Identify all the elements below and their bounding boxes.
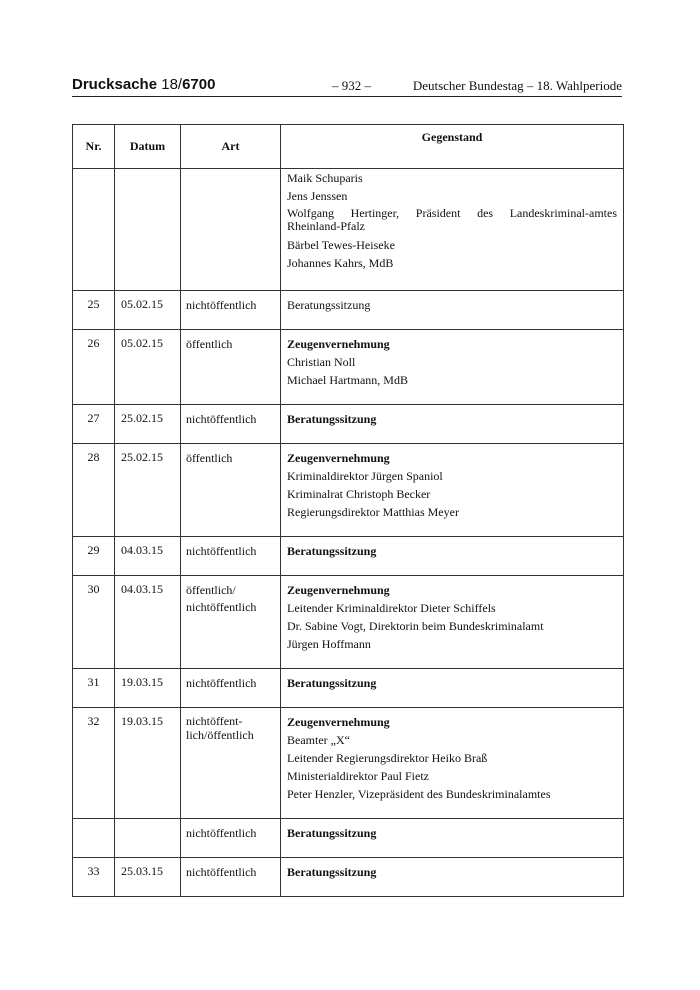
- cell-datum: 25.02.15: [115, 405, 181, 444]
- cell-art: [181, 576, 281, 669]
- document-number-prefix: 18/: [161, 76, 183, 93]
- cell-art: nichtöffentlich: [181, 858, 281, 897]
- cell-datum: [115, 169, 181, 291]
- cell-gegenstand: [281, 444, 624, 537]
- witness-name: Bärbel Tewes-Heiseke: [287, 238, 395, 252]
- session-type: Zeugenvernehmung: [287, 451, 390, 465]
- cell-nr: 33: [73, 858, 115, 897]
- art-line: lich/öffentlich: [186, 728, 254, 742]
- publisher: Deutscher Bundestag – 18. Wahlperiode: [412, 78, 622, 93]
- cell-gegenstand: [281, 576, 624, 669]
- witness-name: Regierungsdirektor Matthias Meyer: [287, 505, 459, 519]
- table-row: [73, 669, 624, 708]
- cell-gegenstand: [281, 169, 624, 291]
- cell-nr: 25: [73, 291, 115, 330]
- cell-gegenstand: [281, 858, 624, 897]
- witness-name: Michael Hartmann, MdB: [287, 373, 408, 387]
- witness-name: Christian Noll: [287, 355, 356, 369]
- witness-name: Jürgen Hoffmann: [287, 637, 371, 651]
- column-header-art: Art: [181, 125, 281, 169]
- cell-datum: [115, 819, 181, 858]
- cell-datum: 05.02.15: [115, 291, 181, 330]
- table-row: [73, 444, 624, 537]
- cell-datum: 04.03.15: [115, 537, 181, 576]
- cell-nr: [73, 169, 115, 291]
- table-row: [73, 330, 624, 405]
- cell-nr: 30: [73, 576, 115, 669]
- cell-nr: 28: [73, 444, 115, 537]
- witness-name: Peter Henzler, Vizepräsident des Bundeskriminalamtes: [287, 787, 551, 801]
- table-row: [73, 537, 624, 576]
- cell-nr: 29: [73, 537, 115, 576]
- session-type: Zeugenvernehmung: [287, 715, 390, 729]
- witness-name: Kriminalrat Christoph Becker: [287, 487, 431, 501]
- cell-art: nichtöffentlich: [181, 819, 281, 858]
- cell-datum: 25.03.15: [115, 858, 181, 897]
- cell-datum: 19.03.15: [115, 708, 181, 819]
- cell-nr: [73, 819, 115, 858]
- cell-nr: 27: [73, 405, 115, 444]
- cell-art: nichtöffentlich: [181, 291, 281, 330]
- sessions-table: [72, 124, 624, 897]
- document-type: Drucksache: [72, 76, 158, 93]
- cell-art: [181, 169, 281, 291]
- witness-name: Leitender Kriminaldirektor Dieter Schiffels: [287, 601, 496, 615]
- cell-art: öffentlich: [181, 330, 281, 405]
- session-type: Beratungssitzung: [287, 676, 377, 690]
- cell-gegenstand: [281, 405, 624, 444]
- column-header-gegenstand: Gegenstand: [281, 125, 624, 169]
- table-row: [73, 576, 624, 669]
- witness-name: Kriminaldirektor Jürgen Spaniol: [287, 469, 443, 483]
- cell-gegenstand: [281, 819, 624, 858]
- session-type: Beratungssitzung: [287, 298, 371, 312]
- cell-datum: 05.02.15: [115, 330, 181, 405]
- cell-gegenstand: [281, 708, 624, 819]
- table-header-row: [73, 125, 624, 169]
- witness-name: Ministerialdirektor Paul Fietz: [287, 769, 429, 783]
- witness-name: Jens Jenssen: [287, 189, 348, 203]
- art-line: öffentlich/: [186, 583, 236, 597]
- cell-datum: 25.02.15: [115, 444, 181, 537]
- art-line: nichtöffentlich: [186, 600, 257, 614]
- session-type: Beratungssitzung: [287, 412, 377, 426]
- witness-name: Wolfgang Hertinger, Präsident des Landeskriminal-amtes Rheinland-Pfalz: [287, 206, 617, 233]
- cell-art: nichtöffentlich: [181, 537, 281, 576]
- art-line: nichtöffent-: [186, 714, 243, 728]
- session-type: Beratungssitzung: [287, 826, 377, 840]
- session-type: Zeugenvernehmung: [287, 583, 390, 597]
- cell-gegenstand: [281, 669, 624, 708]
- table-row: [73, 708, 624, 819]
- document-number: [72, 76, 215, 93]
- cell-datum: 04.03.15: [115, 576, 181, 669]
- witness-name: Dr. Sabine Vogt, Direktorin beim Bundeskriminalamt: [287, 619, 544, 633]
- table-row: [73, 405, 624, 444]
- page-number: – 932 –: [332, 78, 371, 93]
- cell-datum: 19.03.15: [115, 669, 181, 708]
- session-type: Zeugenvernehmung: [287, 337, 390, 351]
- table-row: [73, 291, 624, 330]
- table-row: [73, 819, 624, 858]
- table-row-continued: [73, 169, 624, 291]
- cell-gegenstand: [281, 537, 624, 576]
- session-type: Beratungssitzung: [287, 865, 377, 879]
- cell-art: nichtöffentlich: [181, 405, 281, 444]
- cell-art: [181, 708, 281, 819]
- witness-name: Johannes Kahrs, MdB: [287, 256, 394, 270]
- witness-name: Leitender Regierungsdirektor Heiko Braß: [287, 751, 488, 765]
- page-header: [72, 74, 622, 97]
- document-number-main: 6700: [182, 76, 216, 93]
- cell-nr: 31: [73, 669, 115, 708]
- cell-gegenstand: [281, 330, 624, 405]
- cell-gegenstand: [281, 291, 624, 330]
- cell-art: nichtöffentlich: [181, 669, 281, 708]
- cell-nr: 26: [73, 330, 115, 405]
- witness-name: Maik Schuparis: [287, 171, 363, 185]
- column-header-nr: Nr.: [73, 125, 115, 169]
- cell-art: öffentlich: [181, 444, 281, 537]
- table-row: [73, 858, 624, 897]
- witness-name: Beamter „X“: [287, 733, 350, 747]
- column-header-datum: Datum: [115, 125, 181, 169]
- cell-nr: 32: [73, 708, 115, 819]
- session-type: Beratungssitzung: [287, 544, 377, 558]
